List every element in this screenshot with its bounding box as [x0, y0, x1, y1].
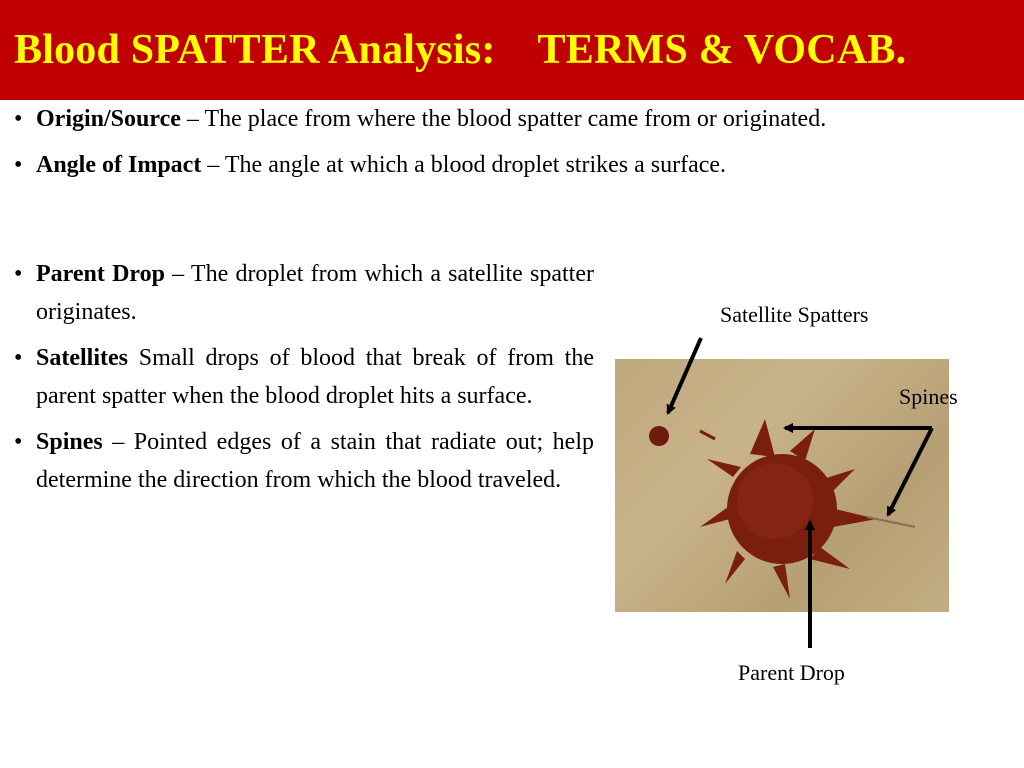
caption-satellite-spatters: Satellite Spatters: [720, 302, 869, 327]
bullet: •: [14, 106, 23, 132]
list-item: [0, 146, 970, 184]
list-item: [0, 423, 594, 499]
parent-drop-highlight: [737, 463, 813, 539]
term-parent-drop: Parent Drop: [36, 261, 165, 287]
term-origin-source: Origin/Source: [36, 106, 181, 132]
terms-list-bottom: [0, 255, 594, 507]
list-item: [0, 100, 970, 138]
spine-streak: [700, 431, 715, 439]
definition-satellites: Small drops of blood that break of from the parent spatter when the blood droplet hits a surface.: [36, 345, 594, 409]
term-spines: Spines: [36, 429, 103, 455]
bullet: •: [14, 152, 23, 178]
definition-parent-drop: – The droplet from which a satellite spatter originates.: [36, 261, 594, 325]
term-angle-of-impact: Angle of Impact: [36, 152, 202, 178]
spine-streak: [867, 517, 915, 527]
list-item: [0, 339, 594, 415]
bullet: •: [14, 429, 23, 455]
slide-title: Blood SPATTER Analysis: TERMS & VOCAB.: [14, 27, 907, 73]
caption-spines: Spines: [899, 384, 958, 409]
satellite-drop: [649, 426, 669, 446]
bullet: •: [14, 261, 23, 287]
term-satellites: Satellites: [36, 345, 128, 371]
caption-parent-drop: Parent Drop: [738, 660, 845, 685]
terms-list-top: [0, 100, 970, 192]
bullet: •: [14, 345, 23, 371]
definition-spines: – Pointed edges of a stain that radiate out; help determine the direction from which the blood traveled.: [36, 429, 594, 493]
list-item: [0, 255, 594, 331]
definition-angle-of-impact: – The angle at which a blood droplet strikes a surface.: [201, 152, 727, 178]
title-bar: [0, 0, 1024, 100]
definition-origin-source: – The place from where the blood spatter came from or originated.: [180, 106, 827, 132]
